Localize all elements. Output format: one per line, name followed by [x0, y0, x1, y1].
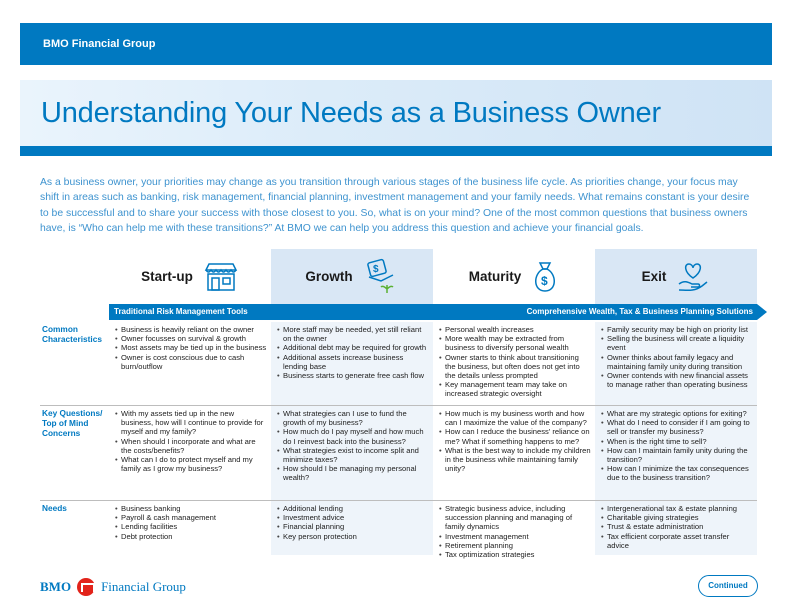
band-left-label: Traditional Risk Management Tools: [114, 307, 248, 316]
list-item: • Payroll & cash management: [115, 513, 267, 522]
row-heading: Needs: [42, 503, 67, 513]
list-item: • How much do I pay myself and how much do I reinvest back into the business?: [277, 427, 429, 445]
table-row: [40, 501, 757, 560]
list-item: • Business banking: [115, 504, 267, 513]
header-brand: BMO Financial Group: [43, 38, 156, 50]
continued-button[interactable]: Continued: [698, 575, 758, 597]
list-item: • Personal wealth increases: [439, 325, 591, 334]
table-cell: [433, 501, 595, 560]
table-row: [40, 406, 757, 501]
needs-table: [40, 322, 757, 560]
row-heading: Common Characteristics: [42, 324, 102, 344]
stage-startup: [109, 249, 271, 304]
money-bag-icon: [531, 260, 559, 294]
band-right-label: Comprehensive Wealth, Tax & Business Planning Solutions: [526, 307, 753, 316]
table-cell: [595, 406, 757, 500]
list-item: • What do I need to consider if I am going to sell or transfer my business?: [601, 418, 753, 436]
progression-arrow: [109, 304, 769, 320]
logo-bmo-text: BMO: [40, 579, 72, 594]
list-item: • Additional assets increase business lending base: [277, 353, 429, 371]
list-item: • Debt protection: [115, 532, 267, 541]
table-cell: [433, 322, 595, 405]
storefront-icon: [203, 262, 239, 292]
list-item: • Investment advice: [277, 513, 429, 522]
table-cell: [595, 322, 757, 405]
table-cell: [271, 501, 433, 555]
stage-label: Exit: [641, 269, 667, 284]
list-item: • What are my strategic options for exiting?: [601, 409, 753, 418]
logo-group-text: Financial Group: [101, 579, 186, 594]
svg-text:$: $: [541, 273, 548, 288]
list-item: • Key management team may take on increased strategic oversight: [439, 380, 591, 398]
top-banner: [20, 23, 772, 65]
table-cell: [109, 501, 271, 555]
list-item: • Strategic business advice, including succession planning and managing of family dynamics: [439, 504, 591, 532]
list-item: • How can I maintain family unity during the transition?: [601, 446, 753, 464]
page-title: Understanding Your Needs as a Business Owner: [41, 97, 661, 129]
list-item: • Selling the business will create a liquidity event: [601, 334, 753, 352]
table-cell: [271, 406, 433, 500]
footer-logo: [40, 578, 186, 596]
list-item: • What strategies can I use to fund the growth of my business?: [277, 409, 429, 427]
row-heading: Key Questions/ Top of Mind Concerns: [42, 408, 103, 438]
watering-can-money-icon: [363, 257, 399, 297]
list-item: • Retirement planning: [439, 541, 591, 550]
list-item: • When should I incorporate and what are the costs/benefits?: [115, 437, 267, 455]
list-item: • Additional lending: [277, 504, 429, 513]
list-item: • Owner focusses on survival & growth: [115, 334, 267, 343]
list-item: • Owner contends with new financial assets to manage rather than operating business: [601, 371, 753, 389]
list-item: • Tax optimization strategies: [439, 550, 591, 559]
table-row: [40, 322, 757, 406]
list-item: • More wealth may be extracted from business to diversify personal wealth: [439, 334, 591, 352]
list-item: • Owner starts to think about transitioning the business, but often does not get into the details unless prompted: [439, 353, 591, 381]
table-cell: [271, 322, 433, 405]
list-item: • More staff may be needed, yet still reliant on the owner: [277, 325, 429, 343]
table-cell: [433, 406, 595, 500]
list-item: • Charitable giving strategies: [601, 513, 753, 522]
list-item: • Financial planning: [277, 522, 429, 531]
list-item: • Tax efficient corporate asset transfer advice: [601, 532, 753, 550]
list-item: • With my assets tied up in the new business, how will I continue to provide for myself and my family?: [115, 409, 267, 437]
list-item: • Business is heavily reliant on the owner: [115, 325, 267, 334]
stage-label: Maturity: [468, 269, 522, 284]
stage-growth: [271, 249, 433, 304]
list-item: • Key person protection: [277, 532, 429, 541]
list-item: • How can I minimize the tax consequences due to the business transition?: [601, 464, 753, 482]
list-item: • Trust & estate administration: [601, 522, 753, 531]
list-item: • What is the best way to include my children in the business while maintaining family unity?: [439, 446, 591, 474]
list-item: • How should I be managing my personal wealth?: [277, 464, 429, 482]
list-item: • When is the right time to sell?: [601, 437, 753, 446]
stage-label: Growth: [305, 269, 353, 284]
table-cell: [109, 322, 271, 405]
list-item: • Business starts to generate free cash flow: [277, 371, 429, 380]
table-cell: [595, 501, 757, 555]
list-item: • What strategies exist to income split and minimize taxes?: [277, 446, 429, 464]
stage-header: [109, 249, 757, 304]
title-band: [20, 80, 772, 146]
table-cell: [109, 406, 271, 500]
list-item: • Family security may be high on priority list: [601, 325, 753, 334]
list-item: • Intergenerational tax & estate planning: [601, 504, 753, 513]
title-rule: [20, 146, 772, 156]
heart-hand-icon: [676, 260, 710, 294]
stage-label: Start-up: [141, 269, 193, 284]
list-item: • Owner is cost conscious due to cash burn/outflow: [115, 353, 267, 371]
list-item: • Owner thinks about family legacy and maintaining family unity during transition: [601, 353, 753, 371]
intro-paragraph: As a business owner, your priorities may change as you transition through various stages of the business life cycle. As priorities change, your focus may shift in areas such as banking, risk management, financial planning, investment management and your family needs. What remains constant is your desire to be successful and to share your success with those closest to you. So, what is on your mind? One of the most common questions that business owners have, is “Who can help me with these transitions?” At BMO we can help you address this question and achieve your financial goals.: [40, 177, 750, 234]
list-item: • Most assets may be tied up in the business: [115, 343, 267, 352]
list-item: • Investment management: [439, 532, 591, 541]
svg-text:$: $: [372, 263, 379, 275]
list-item: • Additional debt may be required for growth: [277, 343, 429, 352]
bmo-roundel-icon: [77, 578, 95, 596]
stage-exit: [595, 249, 757, 304]
list-item: • What can I do to protect myself and my family as I grow my business?: [115, 455, 267, 473]
list-item: • How much is my business worth and how can I maximize the value of the company?: [439, 409, 591, 427]
list-item: • How can I reduce the business' reliance on me? What if something happens to me?: [439, 427, 591, 445]
list-item: • Lending facilities: [115, 522, 267, 531]
stage-maturity: [433, 249, 595, 304]
